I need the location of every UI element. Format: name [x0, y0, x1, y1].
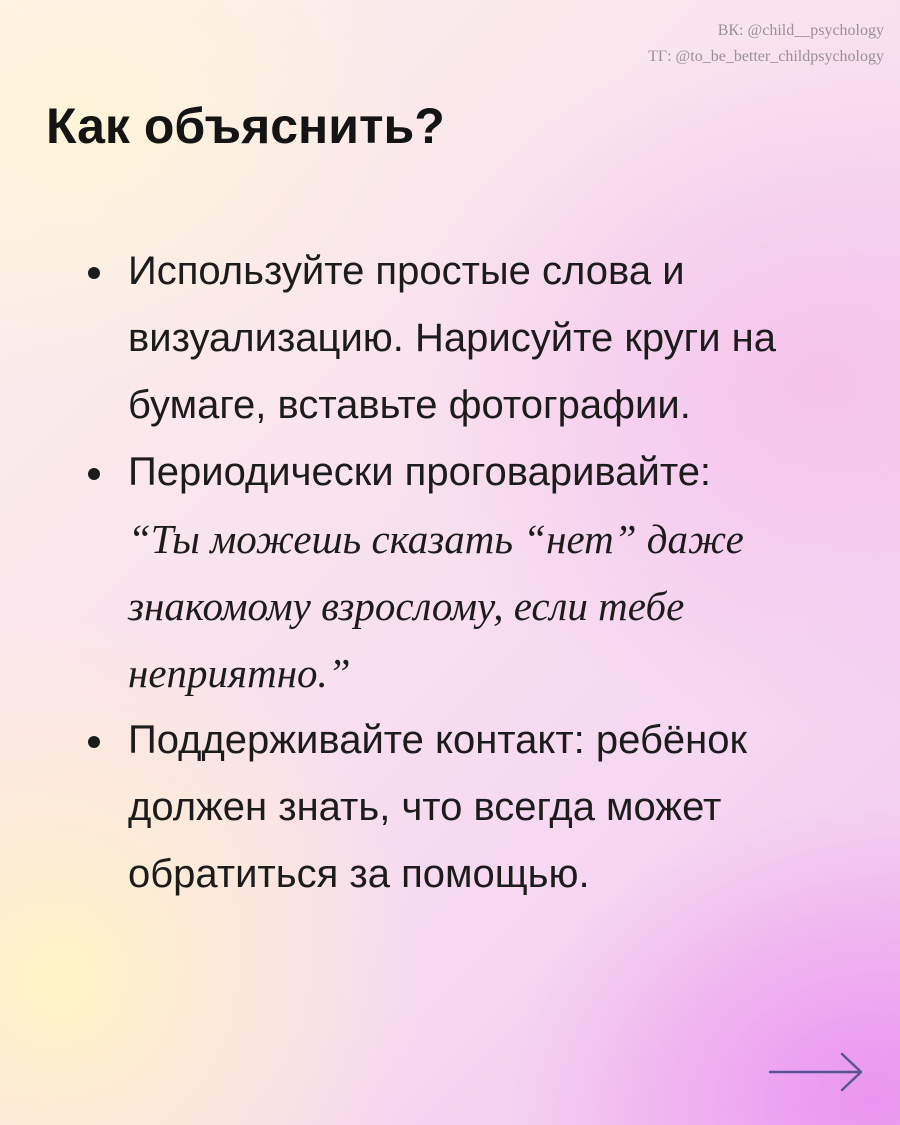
vk-handle: ВК: @child__psychology	[717, 22, 884, 39]
tips-list	[84, 238, 864, 908]
tip-text: Периодически проговаривайте:	[128, 450, 712, 494]
tip-item-contact	[84, 707, 864, 908]
bullet-dot-icon	[88, 736, 100, 748]
tip-text: Поддерживайте контакт: ребёнок должен знать, что всегда может обратиться за помощью.	[128, 718, 747, 896]
bullet-dot-icon	[88, 267, 100, 279]
social-handles	[648, 18, 884, 70]
tip-quote: “Ты можешь сказать “нет” даже знакомому взрослому, если тебе неприятно.”	[128, 516, 744, 696]
tip-item-visualization	[84, 238, 864, 439]
bullet-dot-icon	[88, 468, 100, 480]
tip-text: Используйте простые слова и визуализацию. Нарисуйте круги на бумаге, вставьте фотографии.	[128, 249, 777, 427]
tip-item-say-no	[84, 439, 864, 707]
tg-handle: ТГ: @to_be_better_childpsychology	[648, 48, 884, 65]
arrow-right-icon[interactable]	[768, 1048, 866, 1096]
page-title: Как объяснить?	[46, 98, 445, 154]
